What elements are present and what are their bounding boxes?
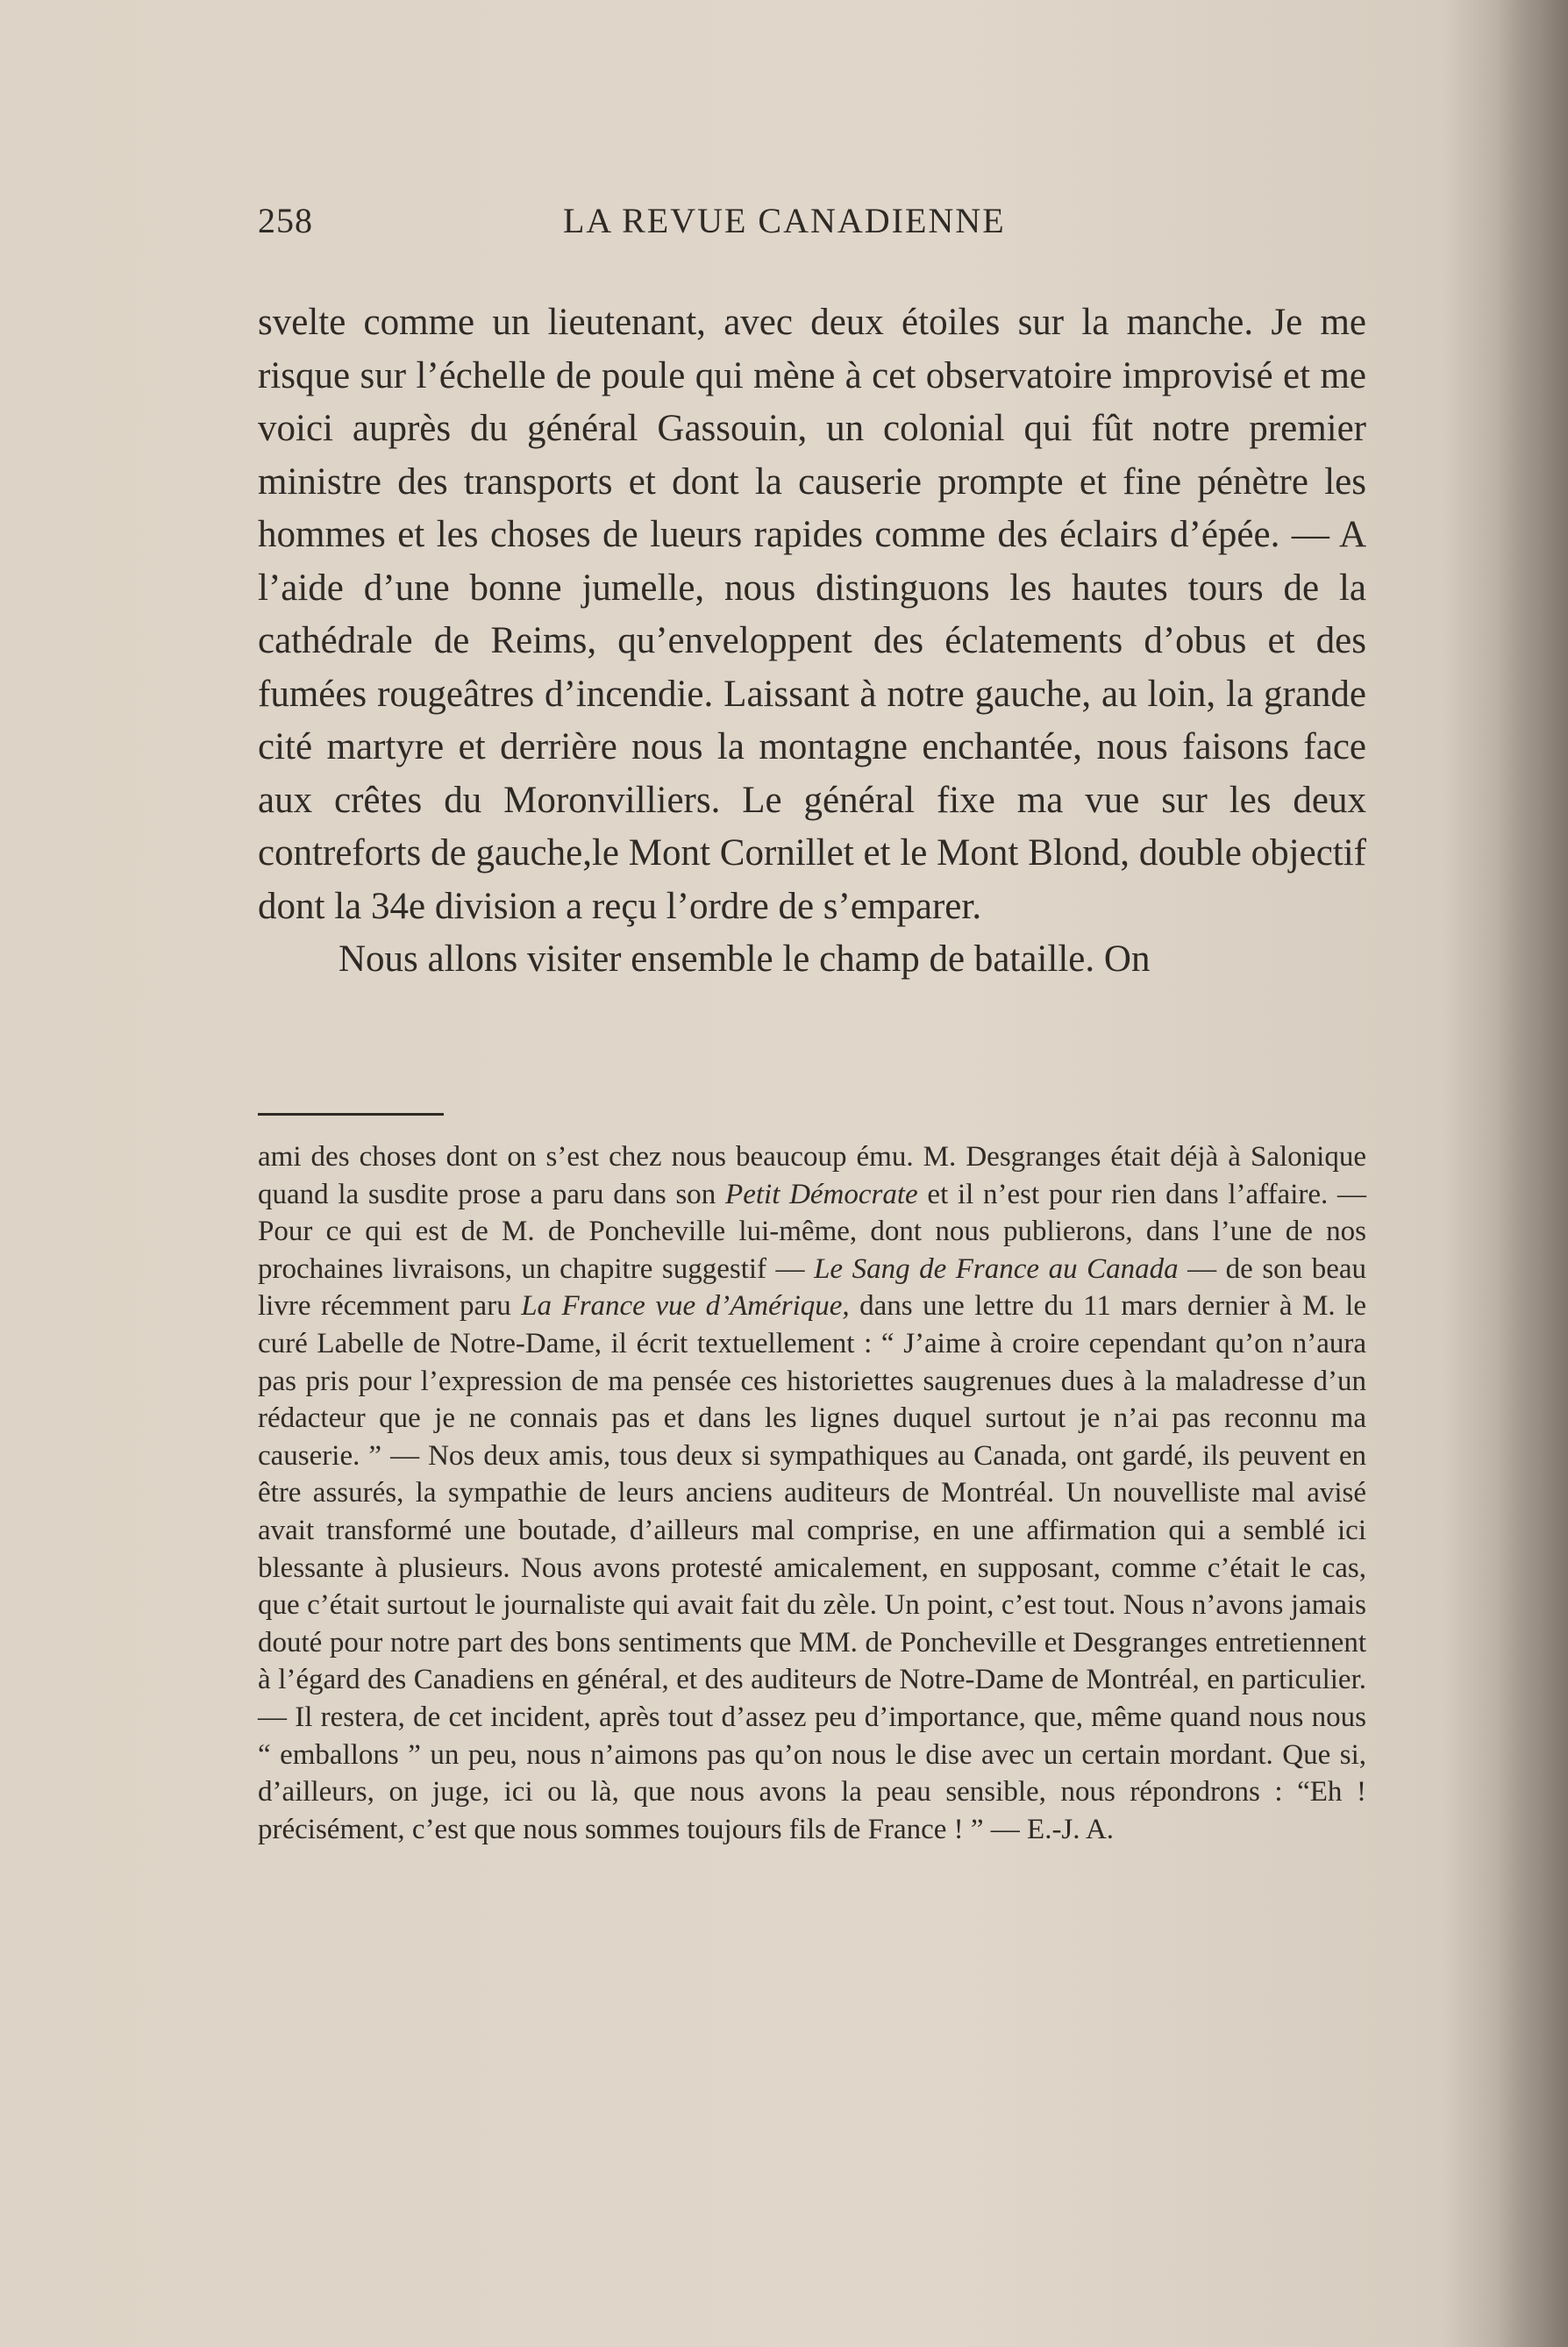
body-paragraph-1: svelte comme un lieutenant, avec deux étoiles sur la manche. Je me risque sur l’échelle de poule qui mène à cet observatoire improvisé et me voici auprès du général Gassouin, un colonial qui fût notre premier ministre des transports et dont la causerie prompte et fine pénètre les hommes et les choses de lueurs rapides comme des éclairs d’épée. — A l’aide d’une bonne jumelle, nous distinguons les hautes tours de la cathédrale de Reims, qu’enveloppent des éclatements d’obus et des fumées rougeâtres d’incendie. Laissant à notre gauche, au loin, la grande cité martyre et derrière nous la montagne enchantée, nous faisons face aux crêtes du Moronvilliers. Le général fixe ma vue sur les deux contreforts de gauche,le Mont Cornillet et le Mont Blond, double objectif dont la 34e division a reçu l’ordre de s’emparer. [258, 302, 1366, 927]
footnote-separator [258, 1113, 444, 1116]
footnote-paragraph [258, 1138, 1366, 1848]
footnote-text-2: et il n’est pour rien dans l’affaire. — Pour ce qui est de M. de Poncheville lui-même, dont nous publierons, dans l’une de nos prochaines livraisons, un chapitre suggestif — [258, 1178, 1366, 1285]
page-number: 258 [258, 201, 313, 240]
footnote-italic-title-2: Le Sang de France au Canada [814, 1252, 1179, 1285]
journal-title: LA REVUE CANADIENNE [563, 201, 1006, 240]
footnote-text-1: ami des choses dont on s’est chez nous beaucoup ému. M. Desgranges était déjà à Salonique quand la susdite prose a paru dans son [258, 1141, 1366, 1210]
running-head [258, 200, 1366, 253]
footnote-text-4: dans une lettre du 11 mars dernier à M. le curé Labelle de Notre-Dame, il écrit textuellement : “ J’aime à croire cependant qu’on n’aura pas pris pour l’expression de ma pensée ces historiettes saugrenues dues à la maladresse d’un rédacteur que je ne connais pas et dans les lignes duquel surtout je n’ai pas reconnu ma causerie. ” — Nos deux amis, tous deux si sympathiques au Canada, ont gardé, ils peuvent en être assurés, la sympathie de leurs anciens auditeurs de Montréal. Un nouvelliste mal avisé avait transformé une boutade, d’ailleurs mal comprise, en une affirmation qui a semblé ici blessante à plusieurs. Nous avons protesté amicalement, en supposant, comme c’était le cas, que c’était surtout le journaliste qui avait fait du zèle. Un point, c’est tout. Nous n’avons jamais douté pour notre part des bons sentiments que MM. de Poncheville et Desgranges entretiennent à l’égard des Canadiens en général, et des auditeurs de Notre-Dame de Montréal, en particulier. — Il restera, de cet incident, après tout d’assez peu d’importance, que, même quand nous nous “ emballons ” un peu, nous n’aimons pas qu’on nous le dise avec un certain mordant. Que si, d’ailleurs, on juge, ici ou là, que nous avons la peau sensible, nous répondrons : “Eh ! précisément, c’est que nous sommes toujours fils de France ! ” — E.-J. A. [258, 1290, 1366, 1845]
footnote-text-3: — de son beau livre récemment paru [258, 1252, 1366, 1323]
page-edge-shadow [1498, 0, 1568, 2347]
footnote-italic-title-1: Petit Démocrate [725, 1178, 918, 1210]
body-paragraph-2: Nous allons visiter ensemble le champ de bataille. On [339, 938, 1151, 980]
main-text [258, 296, 1366, 987]
footnote [258, 1138, 1366, 1848]
footnote-italic-title-3: La France vue d’Amérique, [521, 1290, 850, 1323]
